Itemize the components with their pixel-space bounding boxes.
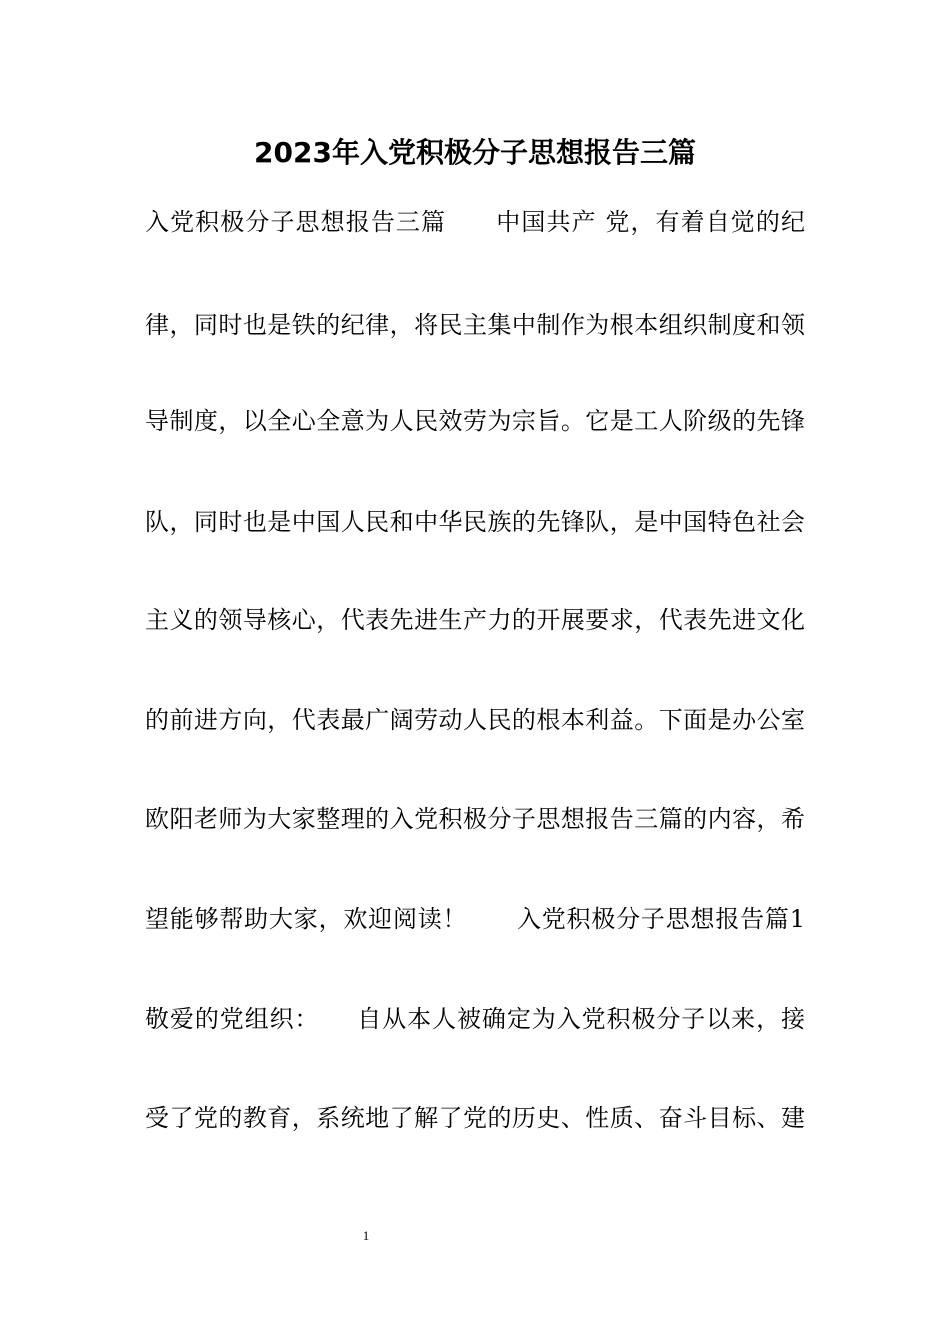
body-text-line-7: 欧阳老师为大家整理的入党积极分子思想报告三篇的内容，希	[145, 805, 805, 833]
page-number: 1	[362, 1228, 370, 1243]
body-text-line-8: 望能够帮助大家，欢迎阅读！ 入党积极分子思想报告篇1	[145, 905, 805, 933]
body-text-line-6: 的前进方向，代表最广阔劳动人民的根本利益。下面是办公室	[145, 706, 805, 734]
body-text-line-1: 入党积极分子思想报告三篇 中国共产 党，有着自觉的纪	[145, 208, 805, 236]
body-text-line-4: 队，同时也是中国人民和中华民族的先锋队，是中国特色社会	[145, 508, 805, 536]
body-text-line-9: 敬爱的党组织： 自从本人被确定为入党积极分子以来，接	[145, 1005, 805, 1033]
body-text-line-5: 主义的领导核心，代表先进生产力的开展要求，代表先进文化	[145, 606, 805, 634]
document-title: 2023年入党积极分子思想报告三篇	[254, 136, 696, 169]
body-text-line-10: 受了党的教育，系统地了解了党的历史、性质、奋斗目标、建	[145, 1104, 805, 1132]
body-text-line-2: 律，同时也是铁的纪律，将民主集中制作为根本组织制度和领	[145, 311, 805, 339]
body-text-line-3: 导制度，以全心全意为人民效劳为宗旨。它是工人阶级的先锋	[145, 407, 805, 435]
